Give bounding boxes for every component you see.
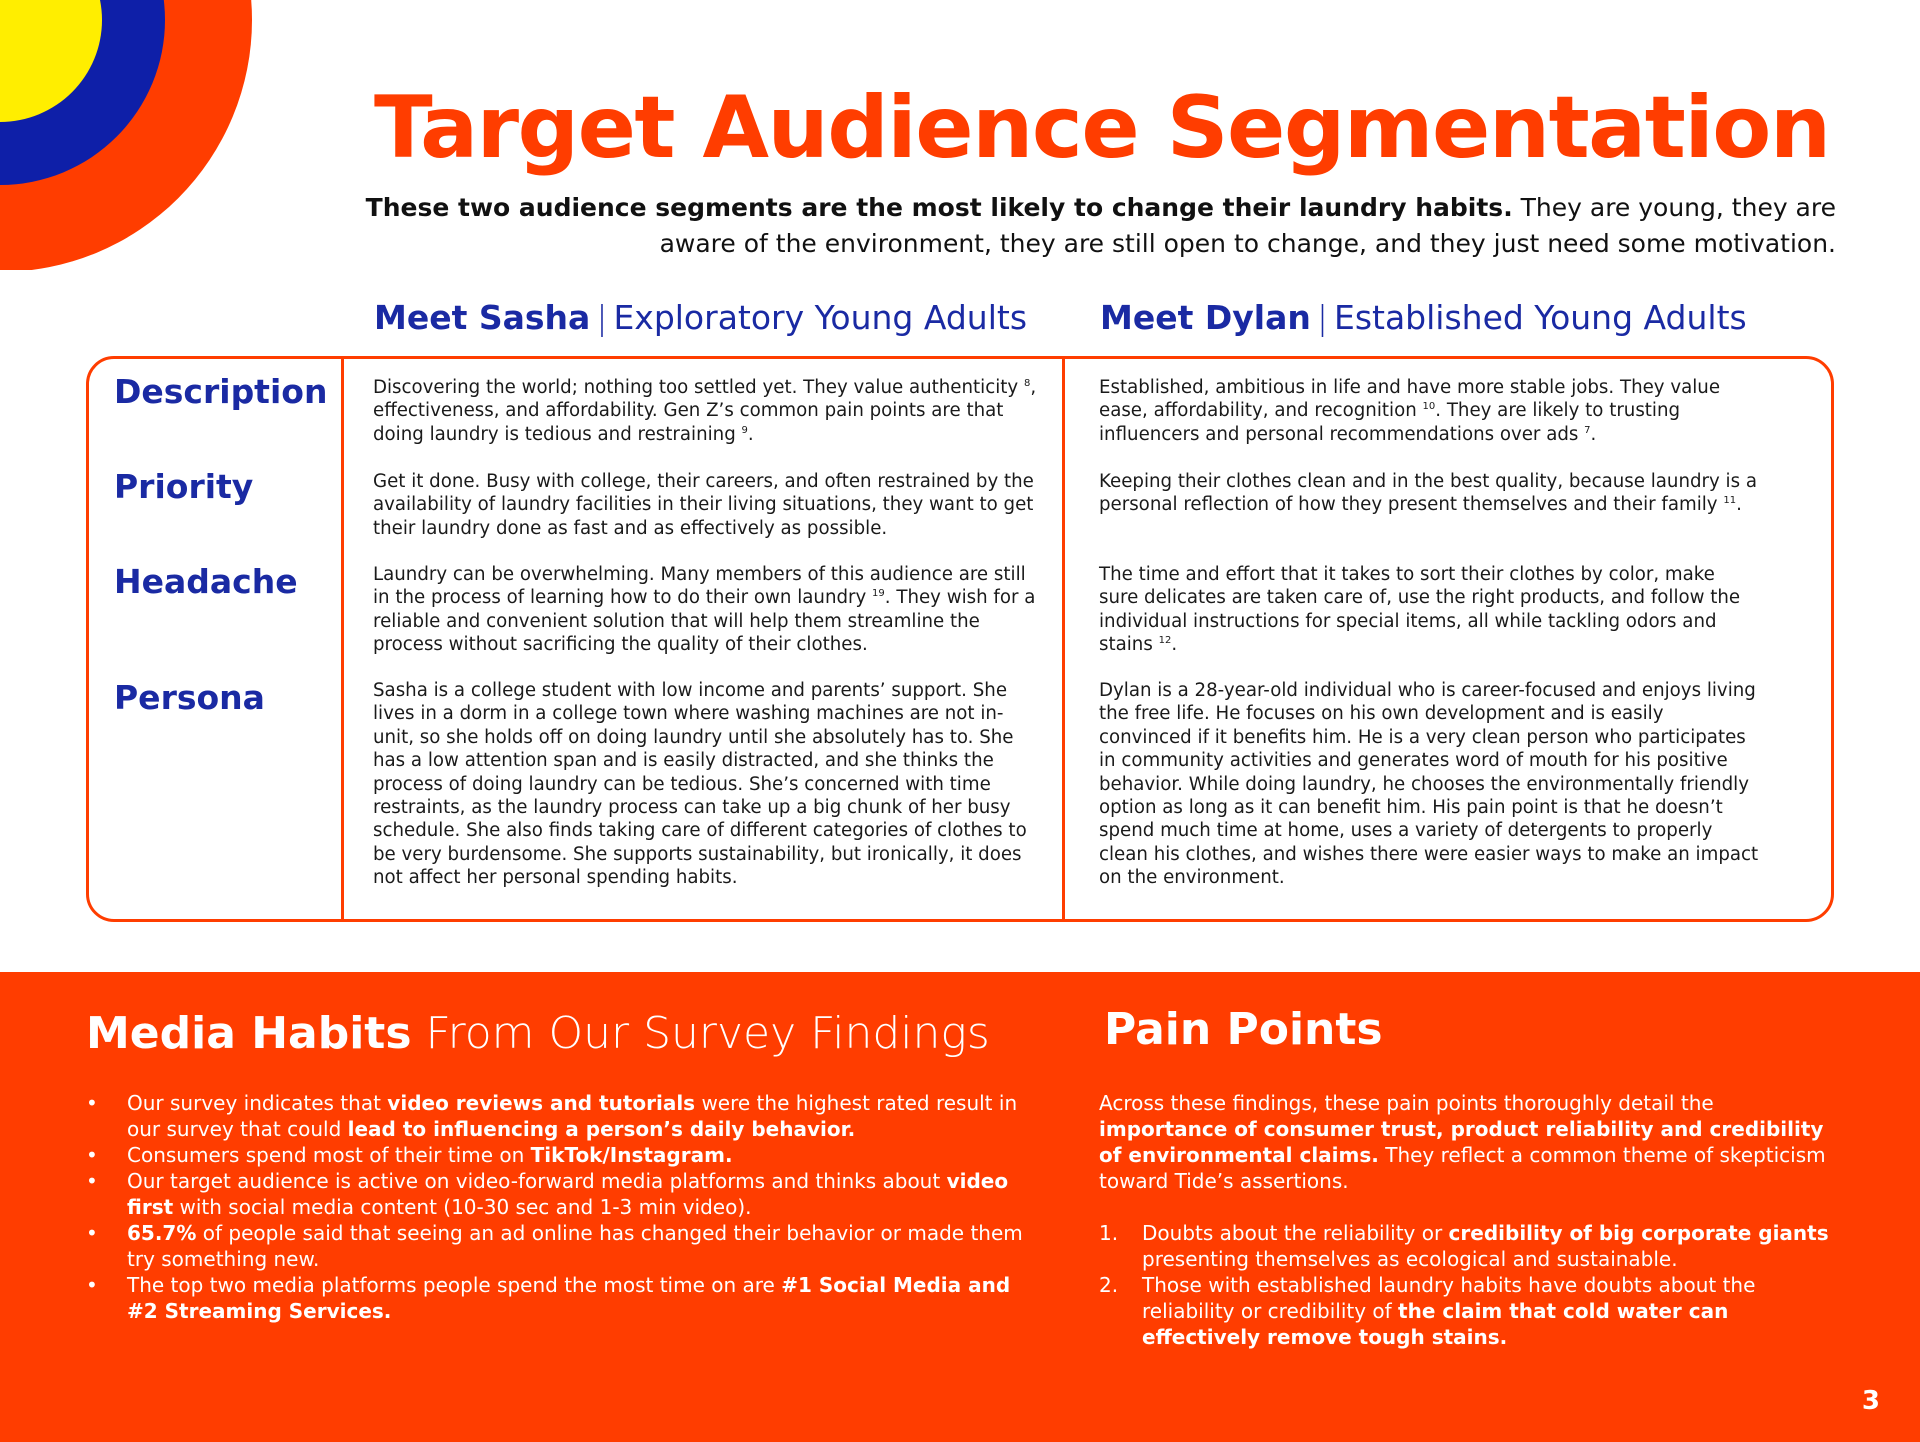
text: with social media content (10-30 sec and 1-3 min video). <box>173 1195 752 1219</box>
persona-heading-dylan <box>1100 296 1747 340</box>
footnote-ref: 8 <box>1023 377 1031 389</box>
text: Across these findings, these pain points thoroughly detail the <box>1099 1091 1714 1115</box>
text: were the highest rated result in our survey that could <box>127 1091 1018 1141</box>
bullet: • <box>86 1091 98 1115</box>
segment-dylan: Established Young Adults <box>1333 298 1747 337</box>
sasha-headache <box>373 563 1038 657</box>
page-number: 3 <box>1861 1386 1880 1416</box>
footnote-ref: 12 <box>1158 635 1172 647</box>
text: . They wish for a reliable and convenient solution that will help them streamline the process without sacrificing the quality of their clothes. <box>373 587 1036 656</box>
footnote-ref: 19 <box>872 588 885 600</box>
list-item <box>1099 1220 1839 1272</box>
title-light: From Our Survey Findings <box>411 1008 990 1059</box>
footnote-ref: 10 <box>1422 401 1436 413</box>
text-bold: 65.7% <box>127 1221 197 1245</box>
text-bold: video first <box>127 1169 1009 1219</box>
list-item <box>86 1220 1026 1272</box>
item-number: 1. <box>1099 1221 1119 1245</box>
text: They reflect a common theme of skepticism toward Tide’s assertions. <box>1099 1143 1826 1193</box>
sasha-persona: Sasha is a college student with low income and parents’ support. She lives in a dorm in a college town where washing machines are not in-unit, so she holds off on doing laundry until she absolutely has to. She has a low attention span and is easily distracted, and she thinks the process of doing laundry can be tedious. She’s concerned with time restraints, as the laundry process can take up a big chunk of her busy schedule. She also finds taking care of different categories of clothes to be very burdensome. She supports sustainability, but ironically, it does not affect her personal spending habits. <box>373 680 1027 889</box>
list-item <box>1099 1272 1839 1350</box>
text: . <box>1171 634 1178 656</box>
separator: | <box>1316 298 1328 337</box>
text-bold: the claim that cold water can effectively remove tough stains. <box>1142 1299 1729 1349</box>
text: Our target audience is active on video-forward media platforms and thinks about <box>127 1169 947 1193</box>
bullet: • <box>86 1143 98 1167</box>
text: . <box>1736 494 1742 516</box>
pain-points-intro <box>1099 1090 1839 1194</box>
text: . <box>1590 423 1597 445</box>
dylan-headache <box>1099 563 1759 657</box>
decorative-circles <box>0 0 260 270</box>
page-subtitle <box>356 190 1836 262</box>
text: presenting themselves as ecological and sustainable. <box>1142 1247 1678 1271</box>
list-item <box>86 1168 1026 1220</box>
meet-sasha: Meet Sasha <box>374 298 591 337</box>
row-label-description: Description <box>114 372 328 411</box>
title-bold: Pain Points <box>1104 1004 1383 1055</box>
text: Those with established laundry habits have doubts about the reliability or credibility of <box>1142 1273 1756 1323</box>
item-number: 2. <box>1099 1273 1119 1297</box>
text-bold: lead to influencing a person’s daily behavior. <box>347 1117 856 1141</box>
subtitle-rest: They are young, they are aware of the environment, they are still open to change, and they just need some motivation. <box>659 193 1836 258</box>
separator: | <box>596 298 608 337</box>
footnote-ref: 7 <box>1584 424 1591 436</box>
text: Keeping their clothes clean and in the best quality, because laundry is a personal reflection of how they present themselves and their family <box>1099 471 1758 516</box>
text: , effectiveness, and affordability. Gen Z’s common pain points are that doing laundry is tedious and restraining <box>373 377 1037 445</box>
pain-points-list <box>1099 1220 1839 1350</box>
text-bold: TikTok/Instagram. <box>530 1143 733 1167</box>
bullet: • <box>86 1221 98 1245</box>
table-divider-right <box>1062 356 1065 922</box>
page-title: Target Audience Segmentation <box>374 78 1830 178</box>
sasha-description <box>373 376 1038 446</box>
row-label-priority: Priority <box>114 467 254 506</box>
list-item <box>86 1142 1026 1168</box>
text: Doubts about the reliability or <box>1142 1221 1449 1245</box>
list-item <box>86 1272 1026 1324</box>
text: . They are likely to trusting influencers and personal recommendations over ads <box>1099 400 1681 445</box>
footnote-ref: 11 <box>1723 495 1737 507</box>
text-bold: credibility of big corporate giants <box>1448 1221 1829 1245</box>
text-bold: video reviews and tutorials <box>387 1091 696 1115</box>
title-bold: Media Habits <box>86 1008 412 1059</box>
persona-heading-sasha <box>374 296 1027 340</box>
bullet: • <box>86 1273 98 1297</box>
text: The top two media platforms people spend the most time on are <box>127 1273 782 1297</box>
bullet: • <box>86 1169 98 1193</box>
text: . <box>747 423 754 445</box>
text: Laundry can be overwhelming. Many members of this audience are still in the process of learning how to do their own laundry <box>373 564 1026 609</box>
pain-points-title <box>1104 1002 1383 1058</box>
meet-dylan: Meet Dylan <box>1100 298 1311 337</box>
row-label-headache: Headache <box>114 562 298 601</box>
list-item <box>86 1090 1026 1142</box>
text: The time and effort that it takes to sort their clothes by color, make sure delicates are taken care of, use the right products, and follow the individual instructions for special items, all while tackling odors and stains <box>1099 564 1741 656</box>
text: Established, ambitious in life and have more stable jobs. They value ease, affordability, and recognition <box>1099 377 1721 422</box>
media-habits-list <box>86 1090 1026 1324</box>
text: Discovering the world; nothing too settled yet. They value authenticity <box>373 377 1024 398</box>
table-divider-left <box>341 356 344 922</box>
dylan-description <box>1099 376 1759 446</box>
footnote-ref: 9 <box>741 424 748 436</box>
text-bold: importance of consumer trust, product reliability and credibility of environmental claims. <box>1099 1117 1824 1167</box>
text: of people said that seeing an ad online has changed their behavior or made them try something new. <box>127 1221 1023 1271</box>
text: Our survey indicates that <box>127 1091 388 1115</box>
segment-sasha: Exploratory Young Adults <box>613 298 1028 337</box>
text: Consumers spend most of their time on <box>127 1143 531 1167</box>
sasha-priority: Get it done. Busy with college, their careers, and often restrained by the availability of laundry facilities in their living situations, they want to get their laundry done as fast and as effectively as possible. <box>373 471 1034 539</box>
dylan-persona: Dylan is a 28-year-old individual who is career-focused and enjoys living the free life. He focuses on his own development and is easily convinced if it benefits him. He is a very clean person who participates in community activities and generates word of mouth for his positive behavior. While doing laundry, he chooses the environmentally friendly option as long as it can benefit him. His pain point is that he doesn’t spend much time at home, uses a variety of detergents to properly clean his clothes, and wishes there were easier ways to make an impact on the environment. <box>1099 680 1759 889</box>
row-label-persona: Persona <box>114 678 265 717</box>
subtitle-bold: These two audience segments are the most likely to change their laundry habits. <box>365 193 1513 222</box>
media-habits-title <box>86 1006 990 1062</box>
text-bold: #1 Social Media and #2 Streaming Services. <box>127 1273 1011 1323</box>
dylan-priority <box>1099 470 1759 517</box>
